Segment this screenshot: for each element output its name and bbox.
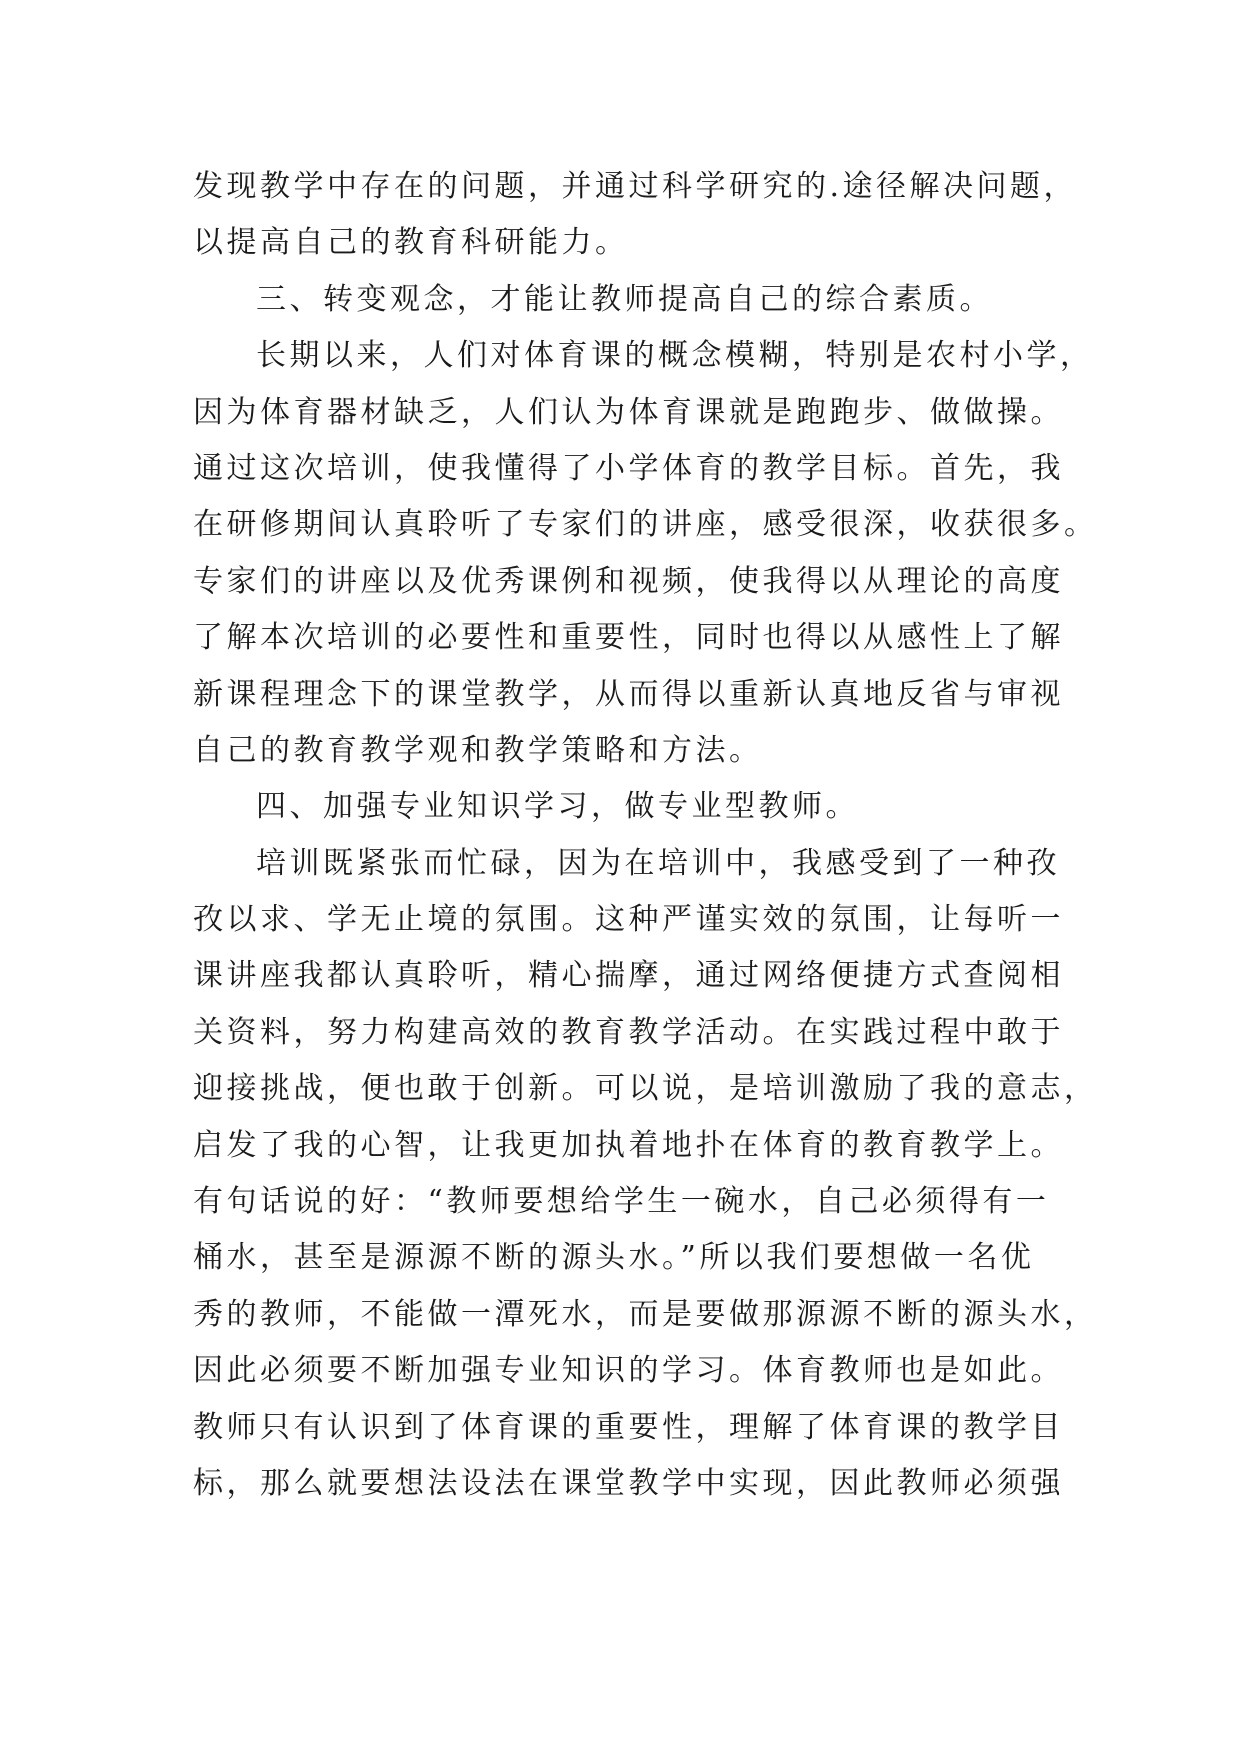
text-line: 新课程理念下的课堂教学，从而得以重新认真地反省与审视	[193, 676, 1064, 712]
text-line: 通过这次培训，使我懂得了小学体育的教学目标。首先，我	[193, 450, 1064, 486]
text-line: 关资料，努力构建高效的教育教学活动。在实践过程中敢于	[193, 1014, 1064, 1050]
text-line: 发现教学中存在的问题，并通过科学研究的.途径解决问题，	[193, 169, 1078, 204]
section-heading: 三、转变观念，才能让教师提高自己的综合素质。	[256, 281, 993, 317]
text-line: 以提高自己的教育科研能力。	[193, 225, 629, 261]
text-line: 培训既紧张而忙碌，因为在培训中，我感受到了一种孜	[256, 845, 1060, 881]
text-line: 因此必须要不断加强专业知识的学习。体育教师也是如此。	[193, 1353, 1064, 1389]
text-line: 在研修期间认真聆听了专家们的讲座，感受很深，收获很多。	[193, 507, 1098, 543]
document-body	[193, 159, 1098, 1512]
text-line: 长期以来，人们对体育课的概念模糊，特别是农村小学，	[256, 338, 1094, 374]
section-heading: 四、加强专业知识学习，做专业型教师。	[256, 789, 859, 825]
text-line: 桶水，甚至是源源不断的源头水。”所以我们要想做一名优	[193, 1240, 1035, 1276]
text-line: 因为体育器材缺乏，人们认为体育课就是跑跑步、做做操。	[193, 394, 1064, 430]
text-line: 秀的教师，不能做一潭死水，而是要做那源源不断的源头水，	[193, 1296, 1098, 1332]
text-line: 孜以求、学无止境的氛围。这种严谨实效的氛围，让每听一	[193, 902, 1064, 938]
text-line: 启发了我的心智，让我更加执着地扑在体育的教育教学上。	[193, 1127, 1064, 1163]
text-line: 课讲座我都认真聆听，精心揣摩，通过网络便捷方式查阅相	[193, 958, 1064, 994]
text-line: 标，那么就要想法设法在课堂教学中实现，因此教师必须强	[193, 1465, 1064, 1501]
text-line: 有句话说的好：“教师要想给学生一碗水，自己必须得有一	[193, 1184, 1050, 1220]
text-line: 迎接挑战，便也敢于创新。可以说，是培训激励了我的意志，	[193, 1071, 1098, 1107]
text-line: 自己的教育教学观和教学策略和方法。	[193, 732, 763, 768]
text-line: 教师只有认识到了体育课的重要性，理解了体育课的教学目	[193, 1409, 1064, 1445]
text-line: 了解本次培训的必要性和重要性，同时也得以从感性上了解	[193, 620, 1064, 656]
text-line: 专家们的讲座以及优秀课例和视频，使我得以从理论的高度	[193, 563, 1064, 599]
